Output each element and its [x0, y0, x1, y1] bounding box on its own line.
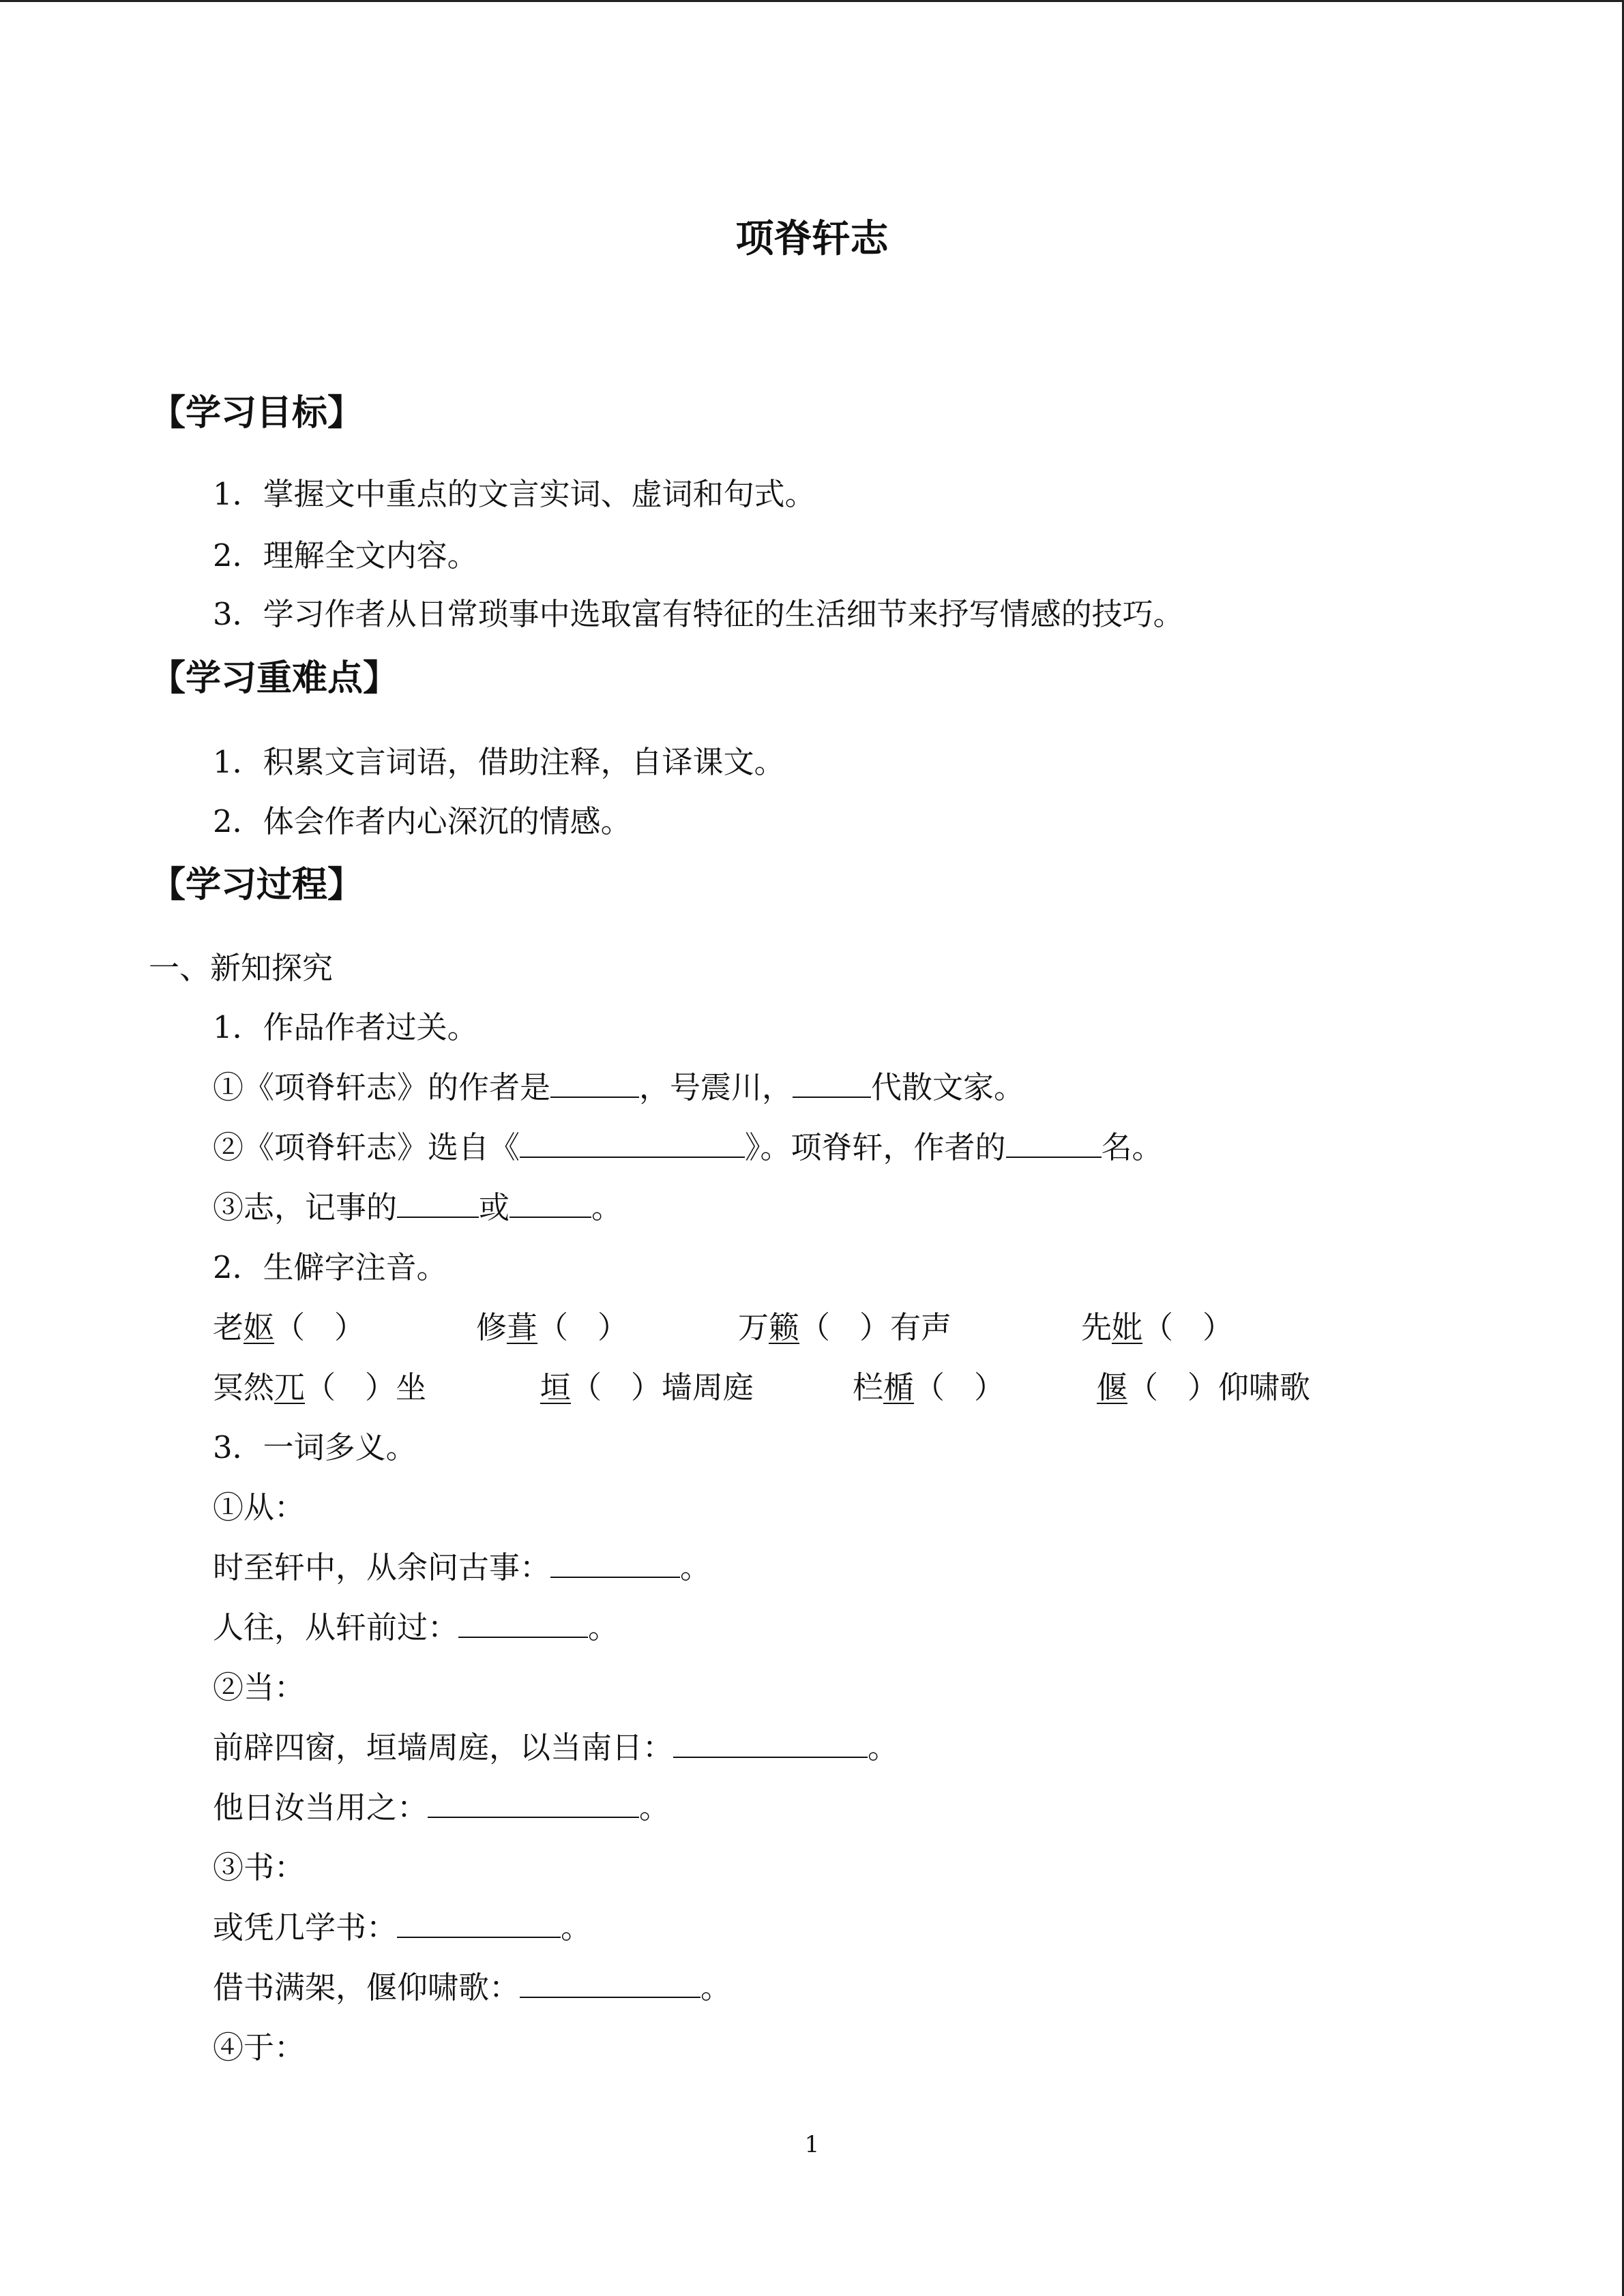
q1b-prefix: ②《项脊轩志》选自《 [213, 1129, 520, 1165]
period: 。 [639, 1789, 670, 1825]
polysemy-sentence-text: 借书满架，偃仰啸歌： [213, 1969, 520, 2006]
polysemy-word: ②当： [213, 1669, 306, 1705]
pinyin-target-char: 葺 [507, 1309, 538, 1345]
pinyin-item-pre: 先 [1081, 1309, 1112, 1345]
pinyin-item-post[interactable]: （ ） [274, 1309, 365, 1345]
question-1c [213, 1184, 622, 1232]
answer-blank[interactable] [550, 1069, 639, 1098]
answer-blank[interactable] [397, 1189, 479, 1218]
pinyin-item [540, 1364, 754, 1412]
pinyin-item-post[interactable]: （ ） [1142, 1309, 1233, 1345]
polysemy-word: ④于： [213, 2029, 306, 2066]
page-title: 项脊轩志 [735, 217, 889, 261]
q1a-suffix: 代散文家。 [871, 1069, 1025, 1105]
polysemy-sentence [213, 1544, 711, 1592]
goal-item: 1．掌握文中重点的文言实词、虚词和句式。 [213, 476, 816, 512]
question-1b [213, 1124, 1163, 1172]
polysemy-sentence [213, 1964, 731, 2012]
q1b-mid: 》。项脊轩，作者的 [745, 1129, 1006, 1165]
pinyin-target-char: 楯 [883, 1369, 915, 1405]
pinyin-item-post[interactable]: （ ） [914, 1369, 1005, 1405]
polysemy-sentence [213, 1604, 619, 1652]
pinyin-target-char: 偃 [1097, 1369, 1128, 1405]
answer-blank[interactable] [520, 1129, 745, 1158]
polysemy-sentence-text: 人往，从轩前过： [213, 1609, 459, 1645]
q1b-suffix: 名。 [1101, 1129, 1163, 1165]
q1c-mid: 或 [479, 1189, 510, 1225]
pinyin-target-char: 妣 [1112, 1309, 1143, 1345]
pinyin-item-pre: 老 [213, 1309, 244, 1345]
section-heading-keypoints: 【学习重难点】 [150, 658, 399, 699]
pinyin-item-post[interactable]: （ ） [537, 1309, 628, 1345]
period: 。 [868, 1729, 899, 1765]
question-2-label: 2．生僻字注音。 [213, 1249, 447, 1285]
pinyin-item [738, 1304, 951, 1352]
pinyin-target-char: 垣 [540, 1369, 572, 1405]
pinyin-target-char: 兀 [274, 1369, 306, 1405]
page-number: 1 [804, 2131, 820, 2158]
pinyin-item [1081, 1304, 1233, 1352]
polysemy-sentence-text: 他日汝当用之： [213, 1789, 428, 1825]
pinyin-item-pre: 万 [738, 1309, 769, 1345]
pinyin-item-post[interactable]: （ ）坐 [305, 1369, 426, 1405]
pinyin-item [1097, 1364, 1310, 1412]
section-heading-process: 【学习过程】 [150, 865, 364, 906]
q1c-suffix: 。 [591, 1189, 623, 1225]
polysemy-sentence-text: 时至轩中，从余问古事： [213, 1549, 551, 1585]
q1c-prefix: ③志，记事的 [213, 1189, 398, 1225]
polysemy-sentence-text: 或凭几学书： [213, 1909, 398, 1945]
polysemy-sentence [213, 1904, 591, 1952]
pinyin-item [853, 1364, 1005, 1412]
top-border [0, 0, 1624, 2]
question-1-label: 1．作品作者过关。 [213, 1009, 478, 1045]
answer-blank[interactable] [458, 1609, 588, 1638]
pinyin-item-pre: 栏 [853, 1369, 884, 1405]
pinyin-item-post[interactable]: （ ）墙周庭 [571, 1369, 754, 1405]
answer-blank[interactable] [550, 1549, 680, 1578]
answer-blank[interactable] [1006, 1129, 1102, 1158]
period: 。 [680, 1549, 711, 1585]
pinyin-item-pre: 修 [476, 1309, 507, 1345]
period: 。 [561, 1909, 592, 1945]
polysemy-word: ③书： [213, 1849, 306, 1885]
pinyin-target-char: 籁 [769, 1309, 800, 1345]
answer-blank[interactable] [397, 1909, 561, 1938]
answer-blank[interactable] [673, 1729, 868, 1758]
period: 。 [700, 1969, 732, 2006]
period: 。 [588, 1609, 619, 1645]
answer-blank[interactable] [793, 1069, 871, 1098]
q1a-mid: ，号震川， [639, 1069, 793, 1105]
pinyin-item [213, 1364, 426, 1412]
pinyin-target-char: 妪 [243, 1309, 275, 1345]
part-heading: 一、新知探究 [149, 950, 334, 986]
polysemy-sentence-text: 前辟四窗，垣墙周庭，以当南日： [213, 1729, 674, 1765]
section-heading-goals: 【学习目标】 [150, 393, 364, 434]
question-3-label: 3．一词多义。 [213, 1429, 417, 1465]
pinyin-item [213, 1304, 365, 1352]
polysemy-sentence [213, 1724, 898, 1772]
answer-blank[interactable] [510, 1189, 591, 1218]
keypoint-item: 2．体会作者内心深沉的情感。 [213, 803, 632, 839]
goal-item: 3．学习作者从日常琐事中选取富有特征的生活细节来抒写情感的技巧。 [213, 596, 1184, 632]
pinyin-item-pre: 冥然 [213, 1369, 275, 1405]
pinyin-item [476, 1304, 628, 1352]
pinyin-item-post[interactable]: （ ）有声 [799, 1309, 951, 1345]
pinyin-item-post[interactable]: （ ）仰啸歌 [1127, 1369, 1310, 1405]
q1a-prefix: ①《项脊轩志》的作者是 [213, 1069, 551, 1105]
keypoint-item: 1．积累文言词语，借助注释，自译课文。 [213, 744, 785, 780]
polysemy-word: ①从： [213, 1489, 306, 1525]
answer-blank[interactable] [520, 1969, 700, 1998]
polysemy-sentence [213, 1784, 670, 1832]
question-1a [213, 1064, 1024, 1112]
goal-item: 2．理解全文内容。 [213, 537, 478, 573]
answer-blank[interactable] [428, 1789, 639, 1818]
